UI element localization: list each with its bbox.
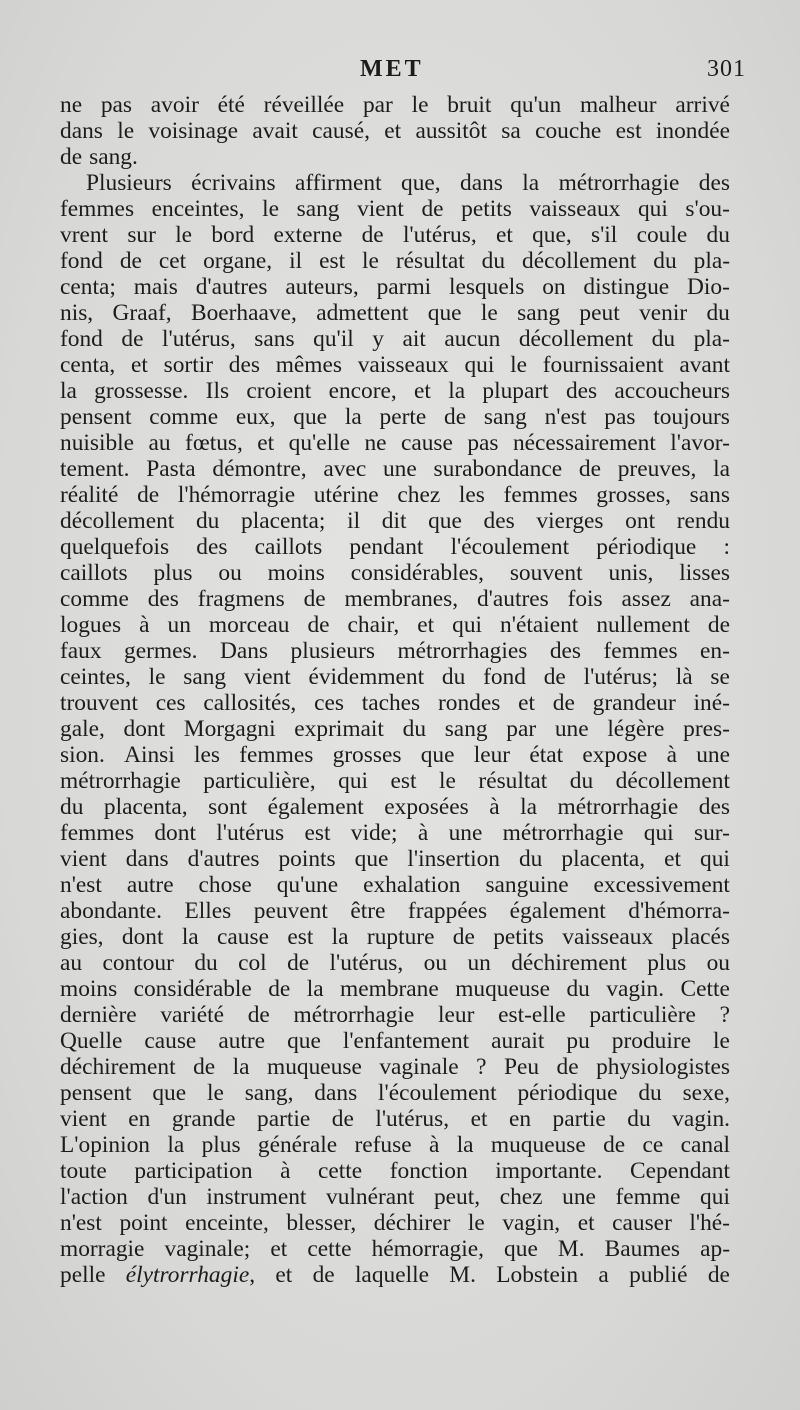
text-line: tement. Pasta démontre, avec une surabondance de preuves, la xyxy=(60,456,730,482)
text-line: n'est autre chose qu'une exhalation sanguine excessivement xyxy=(60,872,730,898)
text-line: femmes dont l'utérus est vide; à une métrorrhagie qui sur- xyxy=(60,820,730,846)
text-line: toute participation à cette fonction importante. Cependant xyxy=(60,1158,730,1184)
text-line: nuisible au fœtus, et qu'elle ne cause pas nécessairement l'avor- xyxy=(60,430,730,456)
text-line: faux germes. Dans plusieurs métrorrhagies des femmes en- xyxy=(60,638,730,664)
text-line: logues à un morceau de chair, et qui n'étaient nullement de xyxy=(60,612,730,638)
text-line: réalité de l'hémorragie utérine chez les femmes grosses, sans xyxy=(60,482,730,508)
text-line: trouvent ces callosités, ces taches rondes et de grandeur iné- xyxy=(60,690,730,716)
text-line: gale, dont Morgagni exprimait du sang par une légère pres- xyxy=(60,716,730,742)
text-line: pelle élytrorrhagie, et de laquelle M. Lobstein a publié de xyxy=(60,1262,730,1288)
text-line: vient en grande partie de l'utérus, et en partie du vagin. xyxy=(60,1106,730,1132)
text-line: centa, et sortir des mêmes vaisseaux qui le fournissaient avant xyxy=(60,352,730,378)
text-line: L'opinion la plus générale refuse à la muqueuse de ce canal xyxy=(60,1132,730,1158)
text-line: centa; mais d'autres auteurs, parmi lesquels on distingue Dio- xyxy=(60,274,730,300)
text-line: l'action d'un instrument vulnérant peut, chez une femme qui xyxy=(60,1184,730,1210)
page-number: 301 xyxy=(707,56,746,82)
text-line: pensent que le sang, dans l'écoulement périodique du sexe, xyxy=(60,1080,730,1106)
text-line: fond de l'utérus, sans qu'il y ait aucun décollement du pla- xyxy=(60,326,730,352)
text-line: Quelle cause autre que l'enfantement aurait pu produire le xyxy=(60,1028,730,1054)
text-line: morragie vaginale; et cette hémorragie, que M. Baumes ap- xyxy=(60,1236,730,1262)
text-line: ne pas avoir été réveillée par le bruit qu'un malheur arrivé xyxy=(60,92,730,118)
text-line: déchirement de la muqueuse vaginale ? Peu de physiologistes xyxy=(60,1054,730,1080)
text-line: au contour du col de l'utérus, ou un déchirement plus ou xyxy=(60,950,730,976)
running-head-title: MET xyxy=(360,56,424,82)
text-line: gies, dont la cause est la rupture de petits vaisseaux placés xyxy=(60,924,730,950)
text-line: Plusieurs écrivains affirment que, dans la métrorrhagie des xyxy=(86,170,730,196)
text-line: caillots plus ou moins considérables, souvent unis, lisses xyxy=(60,560,730,586)
text-line: quelquefois des caillots pendant l'écoulement périodique : xyxy=(60,534,730,560)
text-line: nis, Graaf, Boerhaave, admettent que le sang peut venir du xyxy=(60,300,730,326)
text-line: abondante. Elles peuvent être frappées également d'hémorra- xyxy=(60,898,730,924)
text-line: la grossesse. Ils croient encore, et la plupart des accoucheurs xyxy=(60,378,730,404)
text-line: vient dans d'autres points que l'insertion du placenta, et qui xyxy=(60,846,730,872)
body-text xyxy=(60,92,730,1288)
text-line: pensent comme eux, que la perte de sang n'est pas toujours xyxy=(60,404,730,430)
text-line: vrent sur le bord externe de l'utérus, et que, s'il coule du xyxy=(60,222,730,248)
running-head xyxy=(60,56,746,88)
text-line: femmes enceintes, le sang vient de petits vaisseaux qui s'ou- xyxy=(60,196,730,222)
text-line: dernière variété de métrorrhagie leur est-elle particulière ? xyxy=(60,1002,730,1028)
text-line: métrorrhagie particulière, qui est le résultat du décollement xyxy=(60,768,730,794)
text-line: moins considérable de la membrane muqueuse du vagin. Cette xyxy=(60,976,730,1002)
text-line: sion. Ainsi les femmes grosses que leur état expose à une xyxy=(60,742,730,768)
text-line: comme des fragmens de membranes, d'autres fois assez ana- xyxy=(60,586,730,612)
text-line: fond de cet organe, il est le résultat du décollement du pla- xyxy=(60,248,730,274)
text-line: ceintes, le sang vient évidemment du fond de l'utérus; là se xyxy=(60,664,730,690)
text-line: de sang. xyxy=(60,144,138,170)
text-line: dans le voisinage avait causé, et aussitôt sa couche est inondée xyxy=(60,118,730,144)
text-line: n'est point enceinte, blesser, déchirer le vagin, et causer l'hé- xyxy=(60,1210,730,1236)
text-line: décollement du placenta; il dit que des vierges ont rendu xyxy=(60,508,730,534)
text-line: du placenta, sont également exposées à la métrorrhagie des xyxy=(60,794,730,820)
